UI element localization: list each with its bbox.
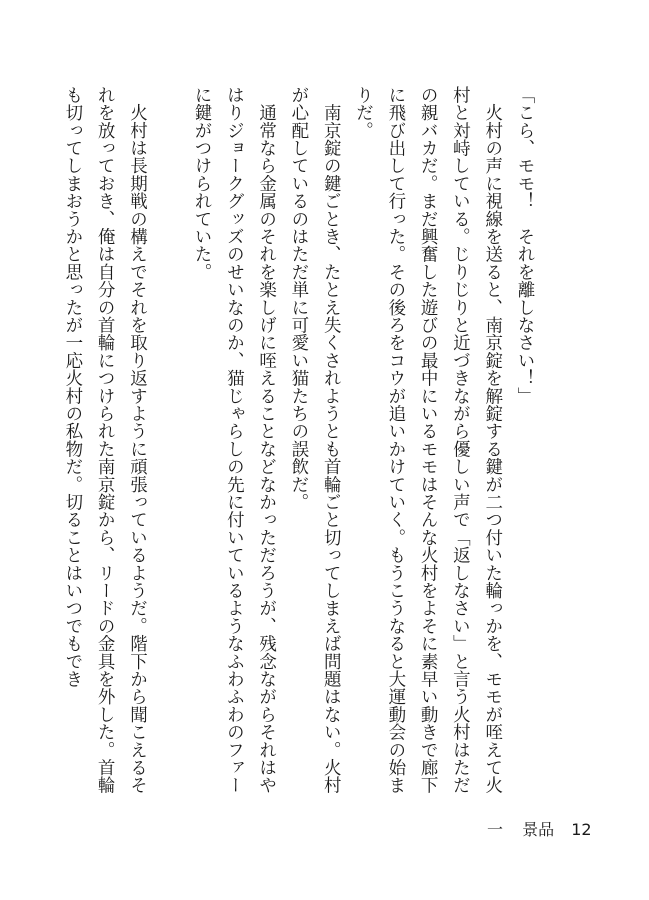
paragraph: 火村の声に視線を送ると、南京錠を解錠する鍵が二つ付いた輪っかを、モモが咥えて火村と対峙している。じりじりと近づきながら優しい声で「返しなさい」と言う火村はただの親バカだ。まだ興奮した遊びの最中にいるモモはそんな火村をよそに素早い動きで廊下に飛び出して行った。その後ろをコウが追いかけていく。もうこうなると大運動会の始まりだ。 <box>353 86 503 794</box>
scene-break <box>153 86 185 808</box>
paragraph: 通常なら金属のそれを楽しげに咥えることなどなかっただろうが、残念ながらそれはやはりジョークグッズのせいなのか、猫じゃらしの先に付いているようなふわふわのファーに鍵がつけられていた。 <box>192 86 277 794</box>
running-footer <box>487 817 592 840</box>
page-number: 12 <box>571 820 592 839</box>
paragraph-dialogue: 「こら、モモ！ それを離しなさい！」 <box>515 86 535 405</box>
paragraph: 火村は長期戦の構えでそれを取り返すように頑張っているようだ。階下から聞こえるそれを放っておき、俺は自分の首輪につけられた南京錠から、リードの金具を外した。首輪も切ってしまおうかと思ったが一応火村の私物だ。切ることはいつでもでき <box>62 86 148 794</box>
paragraph: 南京錠の鍵ごとき、たとえ失くされようとも首輪ごと切ってしまえば問題はない。火村が心配しているのはただ単に可愛い猫たちの誤飲だ。 <box>288 86 342 794</box>
vertical-body-text <box>57 86 541 808</box>
folio-dash: 一 <box>487 820 504 839</box>
chapter-title: 景品 <box>522 820 555 839</box>
